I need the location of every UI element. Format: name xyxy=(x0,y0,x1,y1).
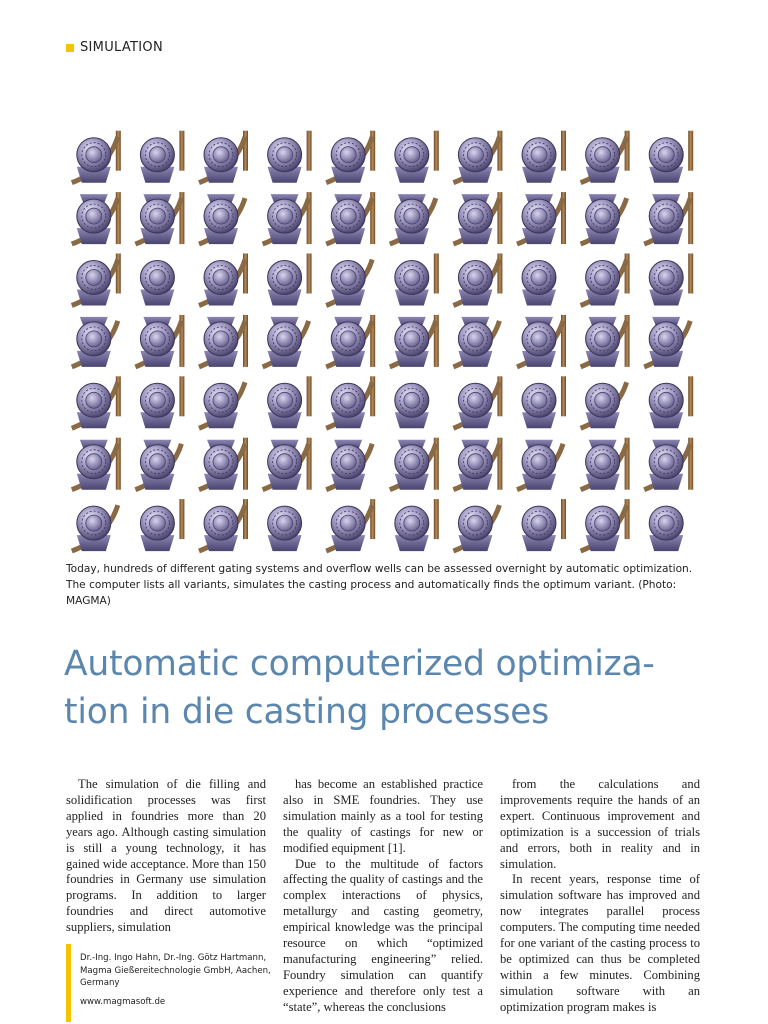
text-column-3 xyxy=(500,777,700,1016)
figure-caption: Today, hundreds of different gating systems and overflow wells can be assessed overnight by automatic optimization. The computer lists all variants, simulates the casting process and automatically finds the optimum variant. (Photo: MAGMA) xyxy=(66,563,693,607)
casting-variant-icon xyxy=(517,192,566,244)
casting-variant-icon xyxy=(644,192,693,244)
casting-variant-icon xyxy=(522,131,566,183)
casting-variant-icon xyxy=(72,438,121,490)
casting-variants-grid-icon xyxy=(66,124,702,554)
casting-variant-icon xyxy=(395,254,439,306)
casting-variant-icon xyxy=(517,315,566,367)
casting-variant-icon xyxy=(522,261,556,306)
casting-variant-icon xyxy=(649,254,693,306)
paragraph: The simulation of die filling and solidification processes was first applied in foundries more than 20 years ago. Although casting simulation is still a young technology, it has gained wide acceptance. More than 150 foundries in Germany use simulation programs. In addition to larger foundries and direct automotive suppliers, simulation xyxy=(66,777,267,935)
casting-variant-icon xyxy=(140,261,174,306)
casting-variant-icon xyxy=(581,254,630,306)
casting-variant-icon xyxy=(72,505,118,551)
casting-variant-icon xyxy=(453,254,502,306)
casting-variant-icon xyxy=(453,505,499,551)
casting-variant-icon xyxy=(390,315,439,367)
casting-variant-icon xyxy=(199,194,245,244)
casting-variant-icon xyxy=(268,254,312,306)
title-line-2: tion in die casting processes xyxy=(64,692,550,732)
author-names: Dr.-Ing. Ingo Hahn, Dr.-Ing. Götz Hartmann, Magma Gießereitechnologie GmbH, Aachen, Germany xyxy=(80,953,271,988)
casting-variant-icon xyxy=(72,317,118,367)
casting-variant-icon xyxy=(199,499,248,551)
casting-variant-icon xyxy=(199,315,248,367)
casting-variant-icon xyxy=(72,376,121,428)
casting-variant-icon xyxy=(268,131,312,183)
casting-variant-icon xyxy=(72,192,121,244)
casting-variant-icon xyxy=(581,131,630,183)
casting-variant-icon xyxy=(263,317,309,367)
casting-variant-icon xyxy=(644,317,690,367)
casting-variant-icon xyxy=(581,194,627,244)
casting-variant-icon xyxy=(395,383,429,428)
casting-variant-icon xyxy=(135,440,181,490)
casting-variant-icon xyxy=(135,315,184,367)
casting-variant-icon xyxy=(453,376,502,428)
casting-variant-icon xyxy=(72,131,121,183)
casting-variant-icon xyxy=(268,506,302,551)
casting-variant-icon xyxy=(390,194,436,244)
casting-variant-icon xyxy=(199,131,248,183)
text-column-2 xyxy=(283,777,483,1016)
paragraph: has become an established practice also in SME foundries. They use simulation mainly as a tool for testing the quality of castings for new or modified equipment [1]. xyxy=(283,777,483,855)
casting-variant-icon xyxy=(199,382,245,428)
casting-variant-icon xyxy=(263,192,312,244)
casting-variant-icon xyxy=(649,376,693,428)
casting-variant-icon xyxy=(263,438,312,490)
casting-variant-icon xyxy=(326,499,375,551)
casting-variant-icon xyxy=(326,192,375,244)
article-title xyxy=(64,640,724,736)
section-label: SIMULATION xyxy=(80,40,163,55)
casting-variant-icon xyxy=(517,440,563,490)
casting-variant-icon xyxy=(522,376,566,428)
casting-variant-icon xyxy=(453,317,499,367)
title-line-1: Automatic computerized optimiza- xyxy=(64,644,655,684)
casting-variant-icon xyxy=(199,438,248,490)
website-link[interactable]: www.magmasoft.de xyxy=(80,996,166,1007)
casting-variant-icon xyxy=(581,382,627,428)
text-column-1 xyxy=(66,777,266,936)
casting-variant-icon xyxy=(395,499,439,551)
casting-variant-icon xyxy=(135,192,184,244)
casting-variant-icon xyxy=(522,499,566,551)
section-marker-icon xyxy=(66,44,74,52)
casting-variant-icon xyxy=(326,260,372,306)
casting-variant-icon xyxy=(326,376,375,428)
casting-variant-icon xyxy=(326,440,372,490)
casting-variant-icon xyxy=(72,254,121,306)
casting-variant-icon xyxy=(649,131,693,183)
casting-variant-icon xyxy=(453,438,502,490)
paragraph: In recent years, response time of simulation software has improved and now integrates parallel process computers. The computing time needed for one variant of the casting process to be optimized can thus be completed within a few minutes. Combining simulation software with an optimization program makes is xyxy=(500,872,700,1014)
casting-variant-icon xyxy=(581,499,630,551)
figure-casting-variants xyxy=(66,124,702,554)
casting-variant-icon xyxy=(140,131,184,183)
casting-variant-icon xyxy=(140,499,184,551)
casting-variant-icon xyxy=(395,131,439,183)
casting-variant-icon xyxy=(326,315,375,367)
casting-variant-icon xyxy=(390,438,439,490)
casting-variant-icon xyxy=(453,192,502,244)
casting-variant-icon xyxy=(581,315,630,367)
casting-variant-icon xyxy=(649,506,683,551)
casting-variant-icon xyxy=(140,376,184,428)
casting-variant-icon xyxy=(453,131,502,183)
casting-variant-icon xyxy=(326,131,375,183)
author-affiliation xyxy=(66,944,271,1022)
casting-variant-icon xyxy=(581,438,630,490)
casting-variant-icon xyxy=(644,438,693,490)
paragraph: from the calculations and improvements require the hands of an expert. Continuous improvement and optimization is a succession of trials and errors, both in reality and in simulation. xyxy=(500,777,700,871)
casting-variant-icon xyxy=(268,376,312,428)
section-header xyxy=(66,40,163,55)
casting-variant-icon xyxy=(199,254,248,306)
paragraph: Due to the multitude of factors affecting the quality of castings and the complex interactions of physics, metallurgy and casting geometry, empirical knowledge was the principal resource on which “optimized manufacturing engineering” relied. Foundry simulation can quantify experience and therefore only test a “state”, whereas the conclusions xyxy=(283,856,483,1014)
